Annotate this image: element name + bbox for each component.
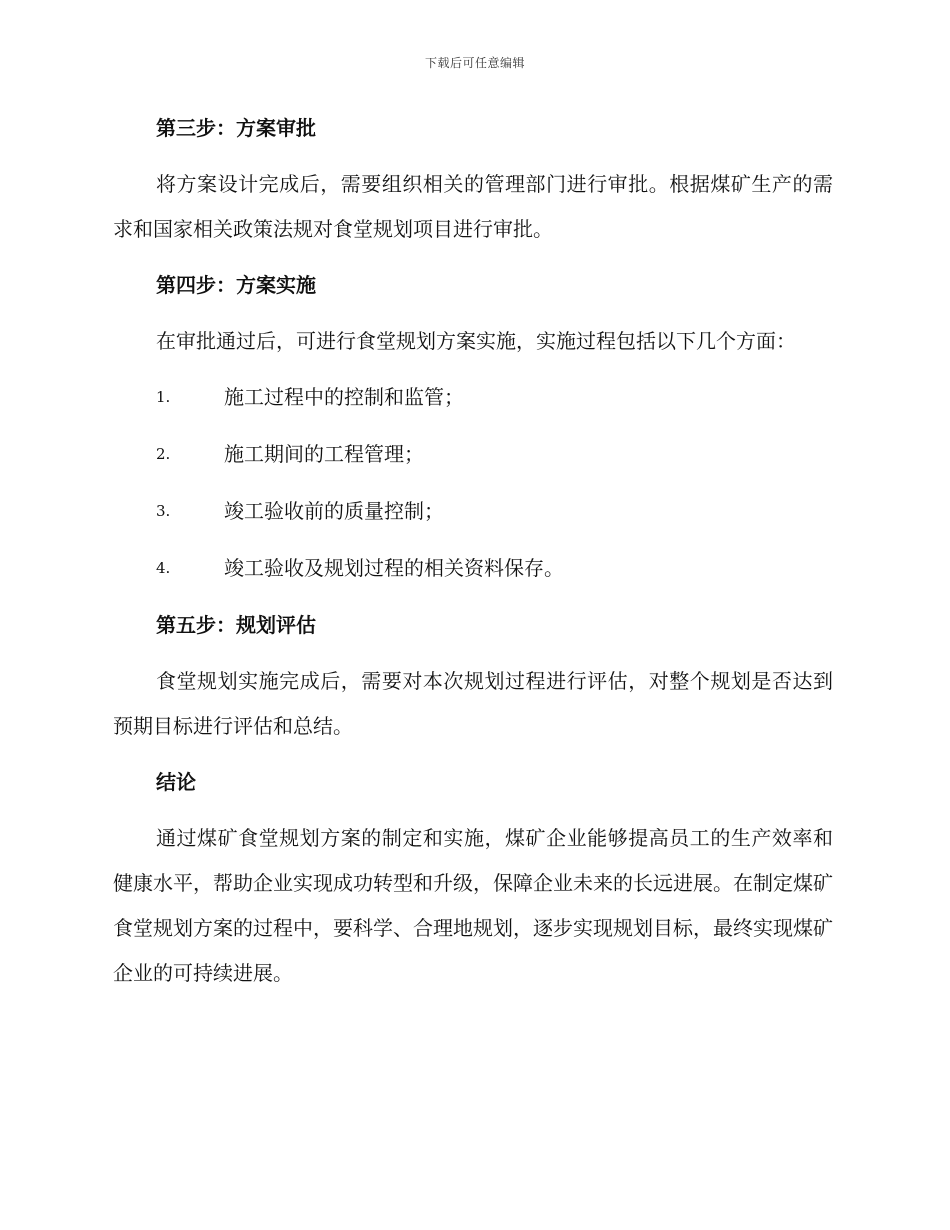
step5-heading: 第五步：规划评估 <box>156 613 316 637</box>
list-item-number: 1. <box>156 388 171 406</box>
list-item-number: 3. <box>156 502 171 520</box>
list-item <box>113 377 833 417</box>
step3-heading: 第三步：方案审批 <box>156 116 316 140</box>
conclusion-paragraph: 通过煤矿食堂规划方案的制定和实施，煤矿企业能够提高员工的生产效率和健康水平，帮助企业实现成功转型和升级，保障企业未来的长远进展。在制定煤矿食堂规划方案的过程中，要科学、合理地规划，逐步实现规划目标，最终实现煤矿企业的可持续进展。 <box>113 826 833 985</box>
list-item-text: 施工期间的工程管理； <box>224 442 424 466</box>
page-header: 下载后可任意编辑 <box>424 56 525 70</box>
list-item-text: 竣工验收前的质量控制； <box>224 499 444 523</box>
step4-paragraph: 在审批通过后，可进行食堂规划方案实施，实施过程包括以下几个方面： <box>156 329 796 353</box>
step5-paragraph: 食堂规划实施完成后，需要对本次规划过程进行评估，对整个规划是否达到预期目标进行评估和总结。 <box>113 669 833 738</box>
list-item <box>113 548 833 588</box>
document-body <box>113 108 833 996</box>
conclusion-heading: 结论 <box>156 770 196 794</box>
list-item-text: 施工过程中的控制和监管； <box>224 385 464 409</box>
list-item-number: 4. <box>156 559 171 577</box>
list-item-text: 竣工验收及规划过程的相关资料保存。 <box>224 556 564 580</box>
step3-paragraph: 将方案设计完成后，需要组织相关的管理部门进行审批。根据煤矿生产的需求和国家相关政策法规对食堂规划项目进行审批。 <box>113 172 833 241</box>
list-item-number: 2. <box>156 445 171 463</box>
list-item <box>113 491 833 531</box>
step4-list <box>113 377 833 588</box>
step4-heading: 第四步：方案实施 <box>156 273 316 297</box>
list-item <box>113 434 833 474</box>
